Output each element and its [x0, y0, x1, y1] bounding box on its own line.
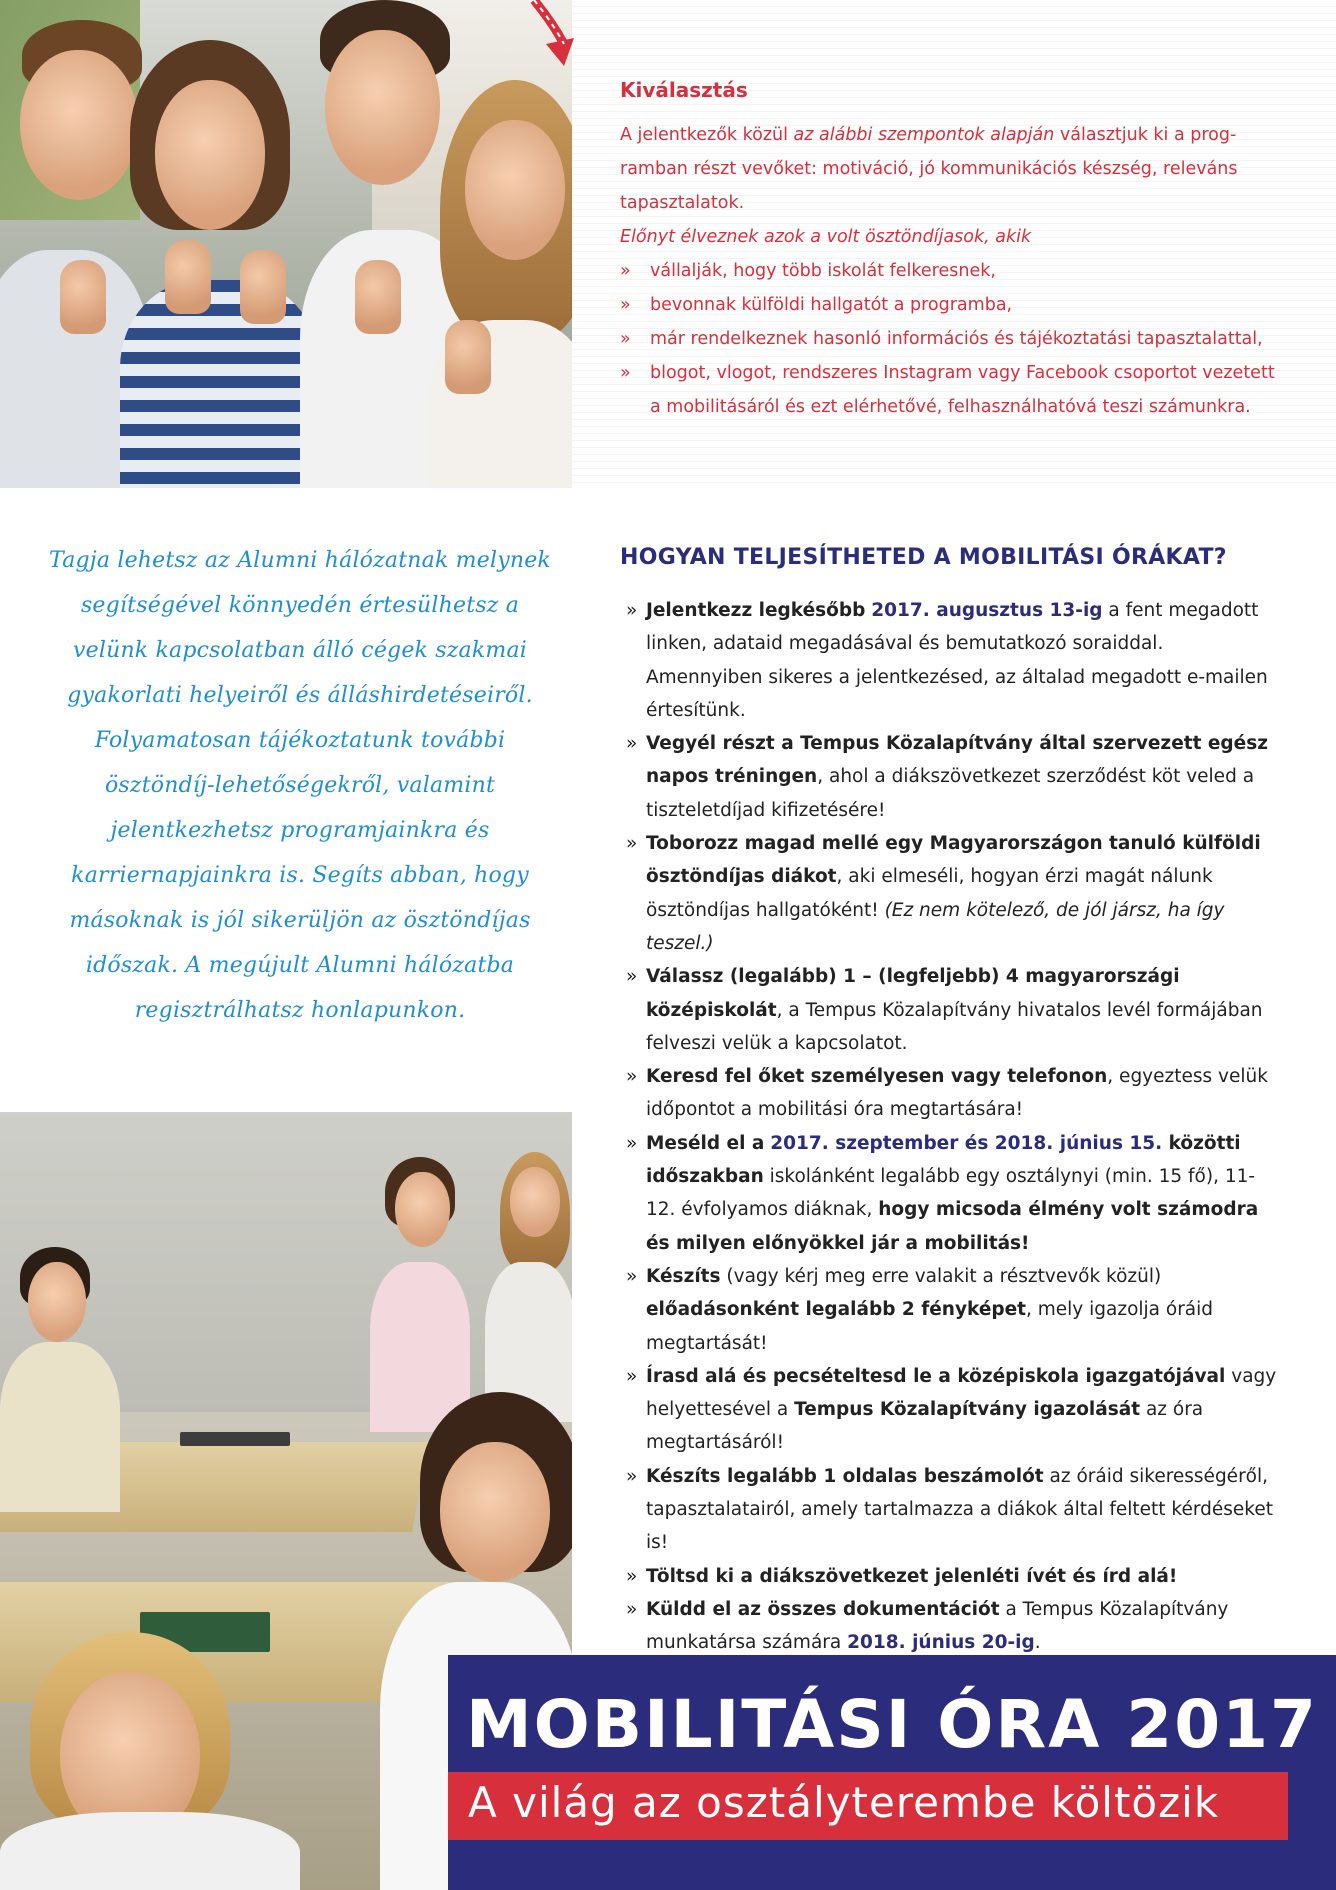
- list-item: » Jelentkezz legkésőbb 2017. augusztus 13-ig a fent megadott linken, adataid megadásával és bemutatkozó soraiddal. Amennyiben sikeres a jelentkezésed, az általad megadott e-mailen értesítünk.: [620, 594, 1280, 727]
- list-item: » Készíts legalább 1 oldalas beszámolót az óráid sikerességéről, tapasztalatairól, amely tartalmazza a diákok által feltett kérdéseket is!: [620, 1460, 1280, 1560]
- selection-section: [620, 78, 1280, 424]
- list-item: » bevonnak külföldi hallgatót a programba,: [620, 288, 1280, 322]
- howto-section: [620, 545, 1280, 1660]
- list-item: » vállalják, hogy több iskolát felkeresnek,: [620, 254, 1280, 288]
- list-item: » Keresd fel őket személyesen vagy telefonon, egyeztess velük időpontot a mobilitási óra megtartására!: [620, 1060, 1280, 1127]
- alumni-network-text: Tagja lehetsz az Alumni hálózatnak melynek segítségével könnyedén értesülhetsz a velünk kapcsolatban álló cégek szakmai gyakorlati helyeiről és álláshirdetéseiről. Folyamatosan tájékoztatunk további ösztöndíj-lehetőségekről, valamint jelentkezhetsz programjainkra és karriernapjainkra is. Segíts abban, hogy másoknak is jól sikerüljön az ösztöndíjas időszak. A megújult Alumni hálózatba regisztrálhatsz honlapunkon.: [49, 548, 551, 1023]
- banner-title: MOBILITÁSI ÓRA 2017: [466, 1686, 1318, 1763]
- red-arrow-icon: [520, 0, 590, 70]
- selection-paragraph: A jelentkezők közül az alábbi szempontok alapján választjuk ki a prog-ramban részt vevőket: motiváció, jó kommunikációs készség, releváns tapasztalatok.: [620, 125, 1238, 213]
- list-item: » Válassz (legalább) 1 – (legfeljebb) 4 magyarországi középiskolát, a Tempus Közalapítvány hivatalos levél formájában felveszi velük a kapcsolatot.: [620, 960, 1280, 1060]
- selection-title: Kiválasztás: [620, 78, 748, 102]
- students-thumbs-up-photo: [0, 0, 572, 488]
- steps-list: [620, 594, 1280, 1660]
- list-item: » Készíts (vagy kérj meg erre valakit a résztvevők közül) előadásonként legalább 2 fényképet, mely igazolja óráid megtartását!: [620, 1260, 1280, 1360]
- banner-subtitle-bar: [448, 1772, 1288, 1840]
- list-item: » blogot, vlogot, rendszeres Instagram vagy Facebook csoportot vezetett a mobilitásáról és ezt elérhetővé, felhasználhatóvá teszi számunkra.: [620, 356, 1280, 424]
- list-item: » Vegyél részt a Tempus Közalapítvány által szervezett egész napos tréningen, ahol a diákszövetkezet szerződést köt veled a tiszteletdíjad kifizetésére!: [620, 727, 1280, 827]
- howto-title: HOGYAN TELJESÍTHETED A MOBILITÁSI ÓRÁKAT?: [620, 545, 1227, 570]
- banner-subtitle: A világ az osztályterembe költözik: [468, 1778, 1220, 1827]
- list-item: » Toborozz magad mellé egy Magyarországon tanuló külföldi ösztöndíjas diákot, aki elmeséli, hogyan érzi magát nálunk ösztöndíjas hallgatóként! (Ez nem kötelező, de jól jársz, ha így teszel.): [620, 827, 1280, 960]
- list-item: » Töltsd ki a diákszövetkezet jelenléti ívét és írd alá!: [620, 1560, 1280, 1593]
- advantage-list: [620, 254, 1280, 424]
- list-item: » Küldd el az összes dokumentációt a Tempus Közalapítvány munkatársa számára 2018. június 20-ig.: [620, 1593, 1280, 1660]
- list-item: » már rendelkeznek hasonló információs és tájékoztatási tapasztalattal,: [620, 322, 1280, 356]
- list-item: » Írasd alá és pecsételtesd le a középiskola igazgatójával vagy helyettesével a Tempus Közalapítvány igazolását az óra megtartásáról!: [620, 1360, 1280, 1460]
- list-item: » Meséld el a 2017. szeptember és 2018. június 15. közötti időszakban iskolánként legalább egy osztálynyi (min. 15 fő), 11-12. évfolyamos diáknak, hogy micsoda élmény volt számodra és milyen előnyökkel jár a mobilitás!: [620, 1127, 1280, 1260]
- advantage-intro: Előnyt élveznek azok a volt ösztöndíjasok, akik: [620, 227, 1032, 247]
